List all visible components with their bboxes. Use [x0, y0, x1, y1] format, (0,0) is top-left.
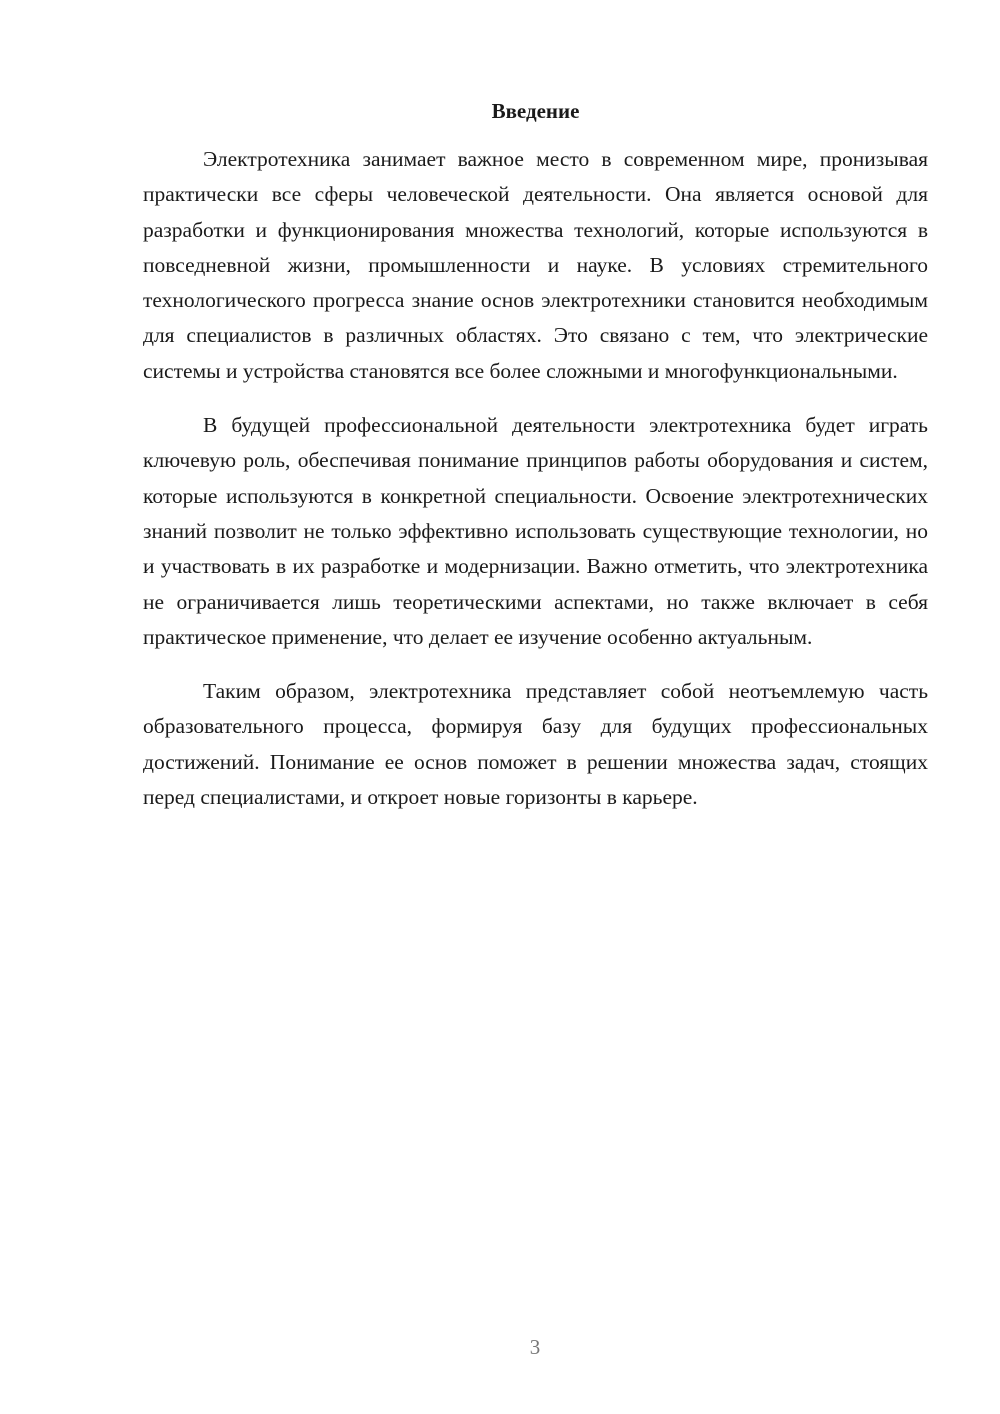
paragraph-1: Электротехника занимает важное место в современном мире, пронизывая практически все сферы человеческой деятельности. Она является основой для разработки и функционирования множества технологий, которые используются в повседневной жизни, промышленности и науке. В условиях стремительного технологического прогресса знание основ электротехники становится необходимым для специалистов в различных областях. Это связано с тем, что электрические системы и устройства становятся все более сложными и многофункциональными. [143, 147, 928, 383]
paragraph-2: В будущей профессиональной деятельности электротехника будет играть ключевую роль, обеспечивая понимание принципов работы оборудования и систем, которые используются в конкретной специальности. Освоение электротехнических знаний позволит не только эффективно использовать существующие технологии, но и участвовать в их разработке и модернизации. Важно отметить, что электротехника не ограничивается лишь теоретическими аспектами, но также включает в себя практическое применение, что делает ее изучение особенно актуальным. [143, 413, 928, 649]
page-title: Введение [491, 99, 580, 123]
paragraph-3: Таким образом, электротехника представляет собой неотъемлемую часть образовательного процесса, формируя базу для будущих профессиональных достижений. Понимание ее основ поможет в решении множества задач, стоящих перед специалистами, и откроет новые горизонты в карьере. [143, 679, 928, 810]
page-number: 3 [529, 1335, 541, 1359]
body-text [143, 142, 928, 834]
